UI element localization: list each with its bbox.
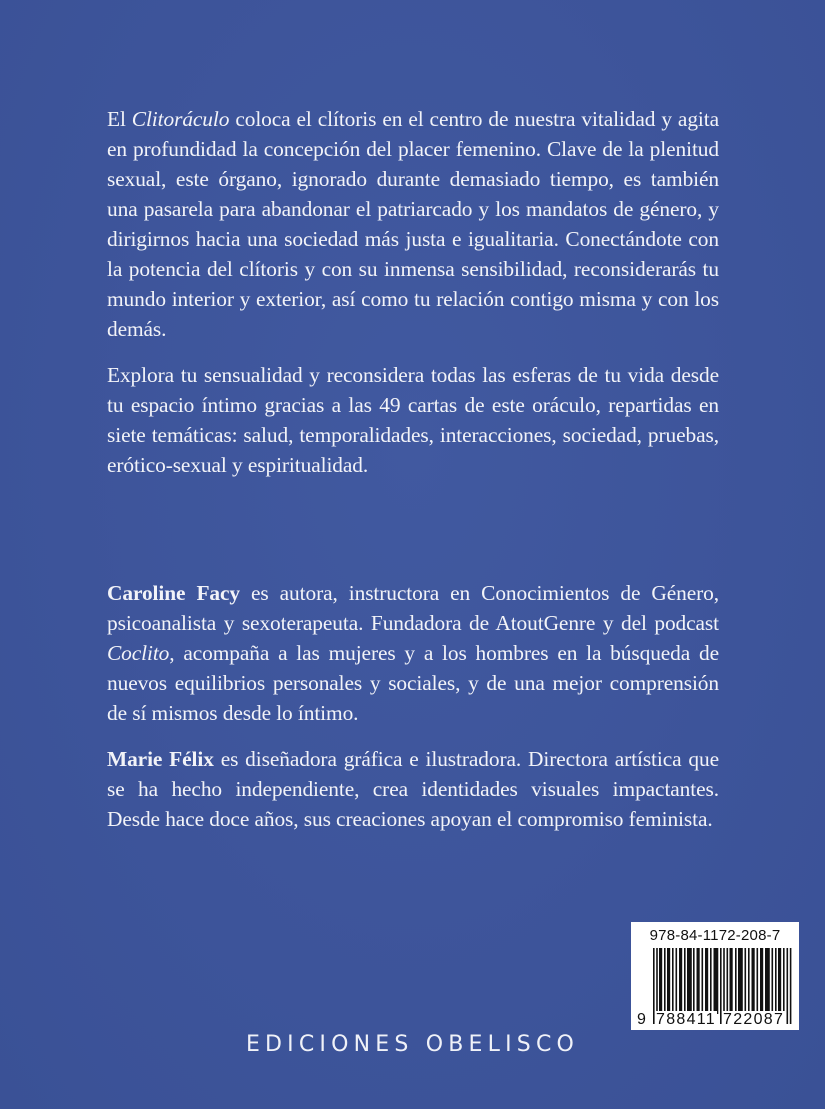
author-name: Caroline Facy xyxy=(107,581,240,605)
author-bio-text-end: , acompaña a las mujeres y a los hombres en la búsqueda de nuevos equilibrios personales y sociales, y de una mejor comprensión de sí mismos desde lo íntimo. xyxy=(107,641,719,725)
blurb-paragraph-1 xyxy=(107,104,719,344)
ean-first-digit: 9 xyxy=(637,1011,646,1028)
blurb-text: coloca el clítoris en el centro de nuestra vitalidad y agita en profundidad la concepción del placer femenino. Clave de la plenitud sexual, este órgano, ignorado durante demasiado tiempo, es también una pasarela para abandonar el patriarcado y los mandatos de género, y dirigirnos hacia una sociedad más justa e igualitaria. Conectándote con la potencia del clítoris y con su inmensa sensibilidad, reconsiderarás tu mundo interior y exterior, así como tu relación contigo misma y con los demás. xyxy=(107,107,719,341)
blurb-paragraph-2: Explora tu sensualidad y reconsidera todas las esferas de tu vida desde tu espacio íntimo gracias a las 49 cartas de este oráculo, repartidas en siete temáticas: salud, temporalidades, interacciones, sociedad, pruebas, erótico-sexual y espiritualidad. xyxy=(107,363,719,477)
ean-group-2: 722087 xyxy=(723,1011,785,1028)
illustrator-bio-text: es diseñadora gráfica e ilustradora. Directora artística que se ha hecho independiente, crea identidades visuales impactantes. Desde hace doce años, sus creaciones apoyan el compromiso feminista. xyxy=(107,747,719,831)
author-bio-text: es autora, instructora en Conocimientos de Género, psicoanalista y sexoterapeuta. Fundadora de AtoutGenre y del podcast xyxy=(107,581,719,635)
illustrator-name: Marie Félix xyxy=(107,747,214,771)
blurb-lead: El xyxy=(107,107,132,131)
ean-digits xyxy=(637,1011,795,1029)
illustrator-bio xyxy=(107,744,719,834)
author-bio xyxy=(107,578,719,728)
podcast-name: Coclito xyxy=(107,641,170,665)
ean-group-1: 788411 xyxy=(656,1011,717,1028)
isbn-barcode xyxy=(631,922,799,1030)
isbn-number: 978-84-1172-208-7 xyxy=(649,927,781,944)
publisher-name: EDICIONES OBELISCO xyxy=(245,1032,580,1057)
book-title: Clitoráculo xyxy=(131,107,230,131)
